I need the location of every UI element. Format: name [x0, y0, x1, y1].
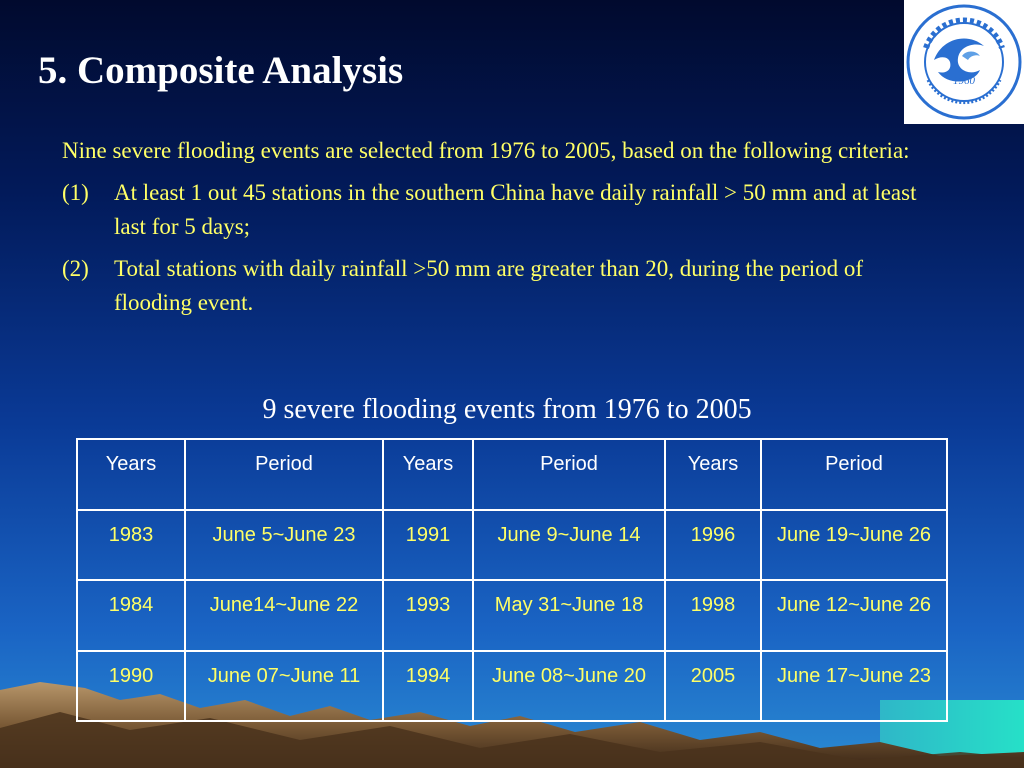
table-cell: 1993: [383, 580, 473, 651]
header-cell: Period: [473, 439, 665, 510]
header-cell: Years: [383, 439, 473, 510]
table-row: [77, 651, 947, 722]
criteria-text-block: [62, 134, 942, 328]
criterion-text: At least 1 out 45 stations in the southern China have daily rainfall > 50 mm and at least last for 5 days;: [114, 180, 917, 239]
table-cell: June14~June 22: [185, 580, 383, 651]
criterion-number: (2): [62, 256, 89, 281]
table-cell: June 07~June 11: [185, 651, 383, 722]
table-header-row: [77, 439, 947, 510]
table-cell: 2005: [665, 651, 761, 722]
svg-text:1960: 1960: [953, 75, 975, 87]
criterion-number: (1): [62, 180, 89, 205]
table-cell: 1994: [383, 651, 473, 722]
header-cell: Period: [185, 439, 383, 510]
table-cell: June 5~June 23: [185, 510, 383, 581]
table-row: [77, 510, 947, 581]
intro-paragraph: Nine severe flooding events are selected from 1976 to 2005, based on the following criteria:: [62, 138, 910, 163]
table-row: [77, 580, 947, 651]
table-cell: 1984: [77, 580, 185, 651]
table-cell: 1991: [383, 510, 473, 581]
header-cell: Years: [665, 439, 761, 510]
table-cell: 1990: [77, 651, 185, 722]
table-cell: May 31~June 18: [473, 580, 665, 651]
header-cell: Period: [761, 439, 947, 510]
header-cell: Years: [77, 439, 185, 510]
table-cell: 1996: [665, 510, 761, 581]
university-logo: [904, 0, 1024, 124]
table-cell: 1983: [77, 510, 185, 581]
table-cell: June 08~June 20: [473, 651, 665, 722]
table-cell: June 12~June 26: [761, 580, 947, 651]
table-cell: June 9~June 14: [473, 510, 665, 581]
table-cell: June 19~June 26: [761, 510, 947, 581]
table-cell: June 17~June 23: [761, 651, 947, 722]
criterion-text: Total stations with daily rainfall >50 mm are greater than 20, during the period of flooding event.: [114, 256, 864, 315]
table-caption: 9 severe flooding events from 1976 to 2005: [262, 394, 752, 425]
criterion-2: [62, 252, 942, 320]
criterion-1: [62, 176, 942, 244]
flooding-events-table: [76, 438, 948, 722]
table-cell: 1998: [665, 580, 761, 651]
slide-title: 5. Composite Analysis: [38, 49, 404, 92]
